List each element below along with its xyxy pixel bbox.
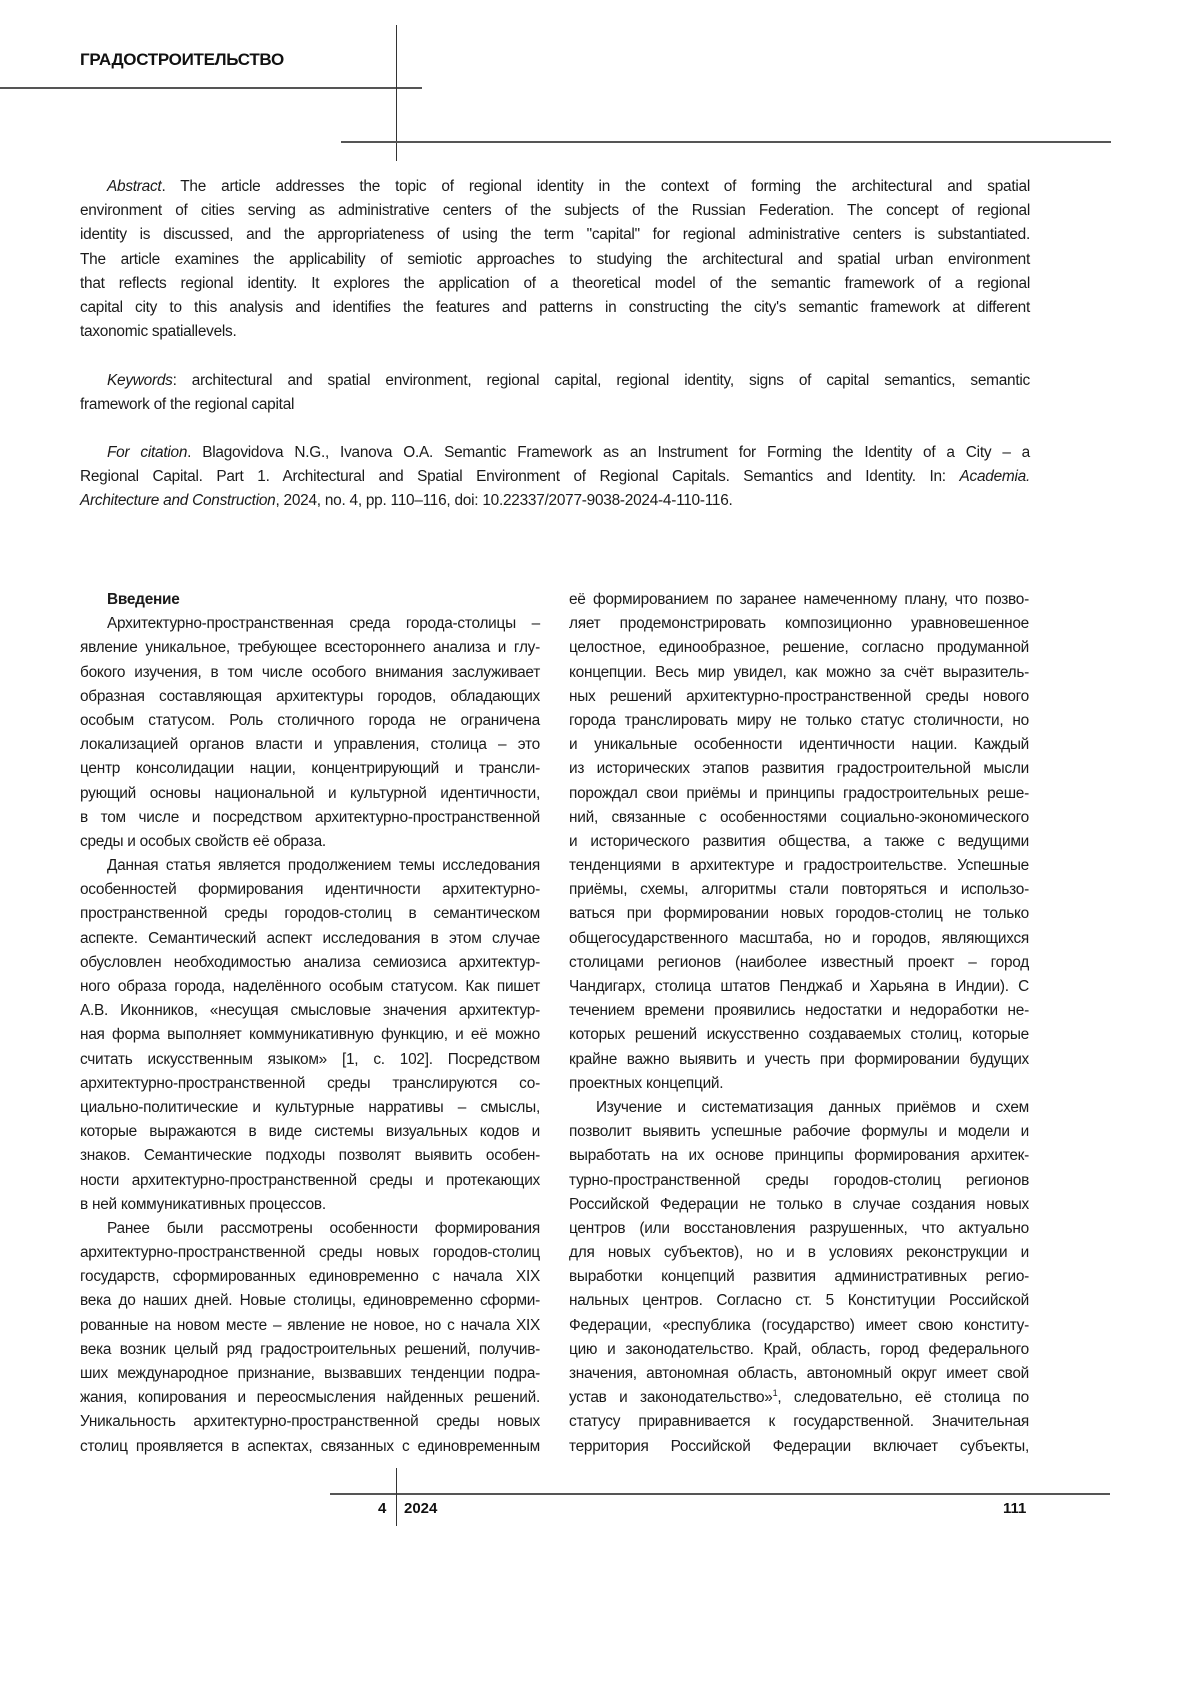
text-line: taxonomic spatiallevels. — [80, 320, 1030, 344]
text-line: общегосударственного масштаба, но и городов, являющихся — [569, 927, 1029, 951]
text-segment: Abstract — [107, 178, 161, 195]
left-column — [80, 588, 540, 1459]
text-line: столицами регионов (наиболее известный проект – город — [569, 951, 1029, 975]
text-line: ляет продемонстрировать композиционно уравновешенное — [569, 612, 1029, 636]
text-line: рованные на новом месте – явление не новое, но с начала XIX — [80, 1314, 540, 1338]
text-line: города транслировать миру не только статус столичности, но — [569, 709, 1029, 733]
text-line: её формированием по заранее намеченному плану, что позво- — [569, 588, 1029, 612]
text-line: ного образа города, наделённого особым статусом. Как пишет — [80, 975, 540, 999]
text-line: и уникальные особенности идентичности нации. Каждый — [569, 733, 1029, 757]
text-line: identity is discussed, and the appropriateness of using the term "capital" for regional administrative centers is substantiated. — [80, 223, 1030, 247]
text-segment: Keywords — [107, 372, 173, 389]
text-line: цию и законодательство. Край, область, город федерального — [569, 1338, 1029, 1362]
text-line: ная форма выполняет коммуникативную функцию, и её можно — [80, 1023, 540, 1047]
footnote-ref: 1 — [773, 1388, 778, 1398]
text-line: ных решений архитектурно-пространственной среды нового — [569, 685, 1029, 709]
text-line: особенностей формирования идентичности архитектурно- — [80, 878, 540, 902]
paragraph — [80, 854, 540, 1217]
text-line — [80, 441, 1030, 465]
paragraph-citation — [80, 441, 1030, 514]
text-segment: , следовательно, её столица по — [777, 1389, 1029, 1406]
text-line: Уникальность архитектурно-пространственной среды новых — [80, 1410, 540, 1434]
text-line: Изучение и систематизация данных приёмов и схем — [569, 1096, 1029, 1120]
text-line: ности архитектурно-пространственной среды и протекающих — [80, 1169, 540, 1193]
section-title: ГРАДОСТРОИТЕЛЬСТВО — [80, 50, 284, 70]
text-line: явление уникальное, требующее всестороннего анализа и глу- — [80, 636, 540, 660]
text-line: которых решений искусственно создаваемых столиц, которые — [569, 1023, 1029, 1047]
text-line: Архитектурно-пространственная среда города-столицы – — [80, 612, 540, 636]
text-segment: . The article addresses the topic of regional identity in the context of forming the architectural and spatial — [161, 178, 1030, 195]
text-line: пространственной среды городов-столиц в семантическом — [80, 902, 540, 926]
text-line: и исторического развития общества, а также с ведущими — [569, 830, 1029, 854]
paragraph-abstract — [80, 175, 1030, 344]
abstract-block — [80, 175, 1030, 514]
text-line: считать искусственным языком» [1, с. 102]. Посредством — [80, 1048, 540, 1072]
text-line: нальных центров. Согласно ст. 5 Конституции Российской — [569, 1289, 1029, 1313]
text-line: Федерации, «республика (государство) имеет свою конститу- — [569, 1314, 1029, 1338]
text-line: жания, копирования и переосмысления найденных решений. — [80, 1386, 540, 1410]
text-line: приёмы, схемы, алгоритмы стали повторяться и использо- — [569, 878, 1029, 902]
text-line: концепции. Весь мир увидел, как можно за счёт выразитель- — [569, 661, 1029, 685]
text-line: framework of the regional capital — [80, 393, 1030, 417]
text-line: архитектурно-пространственной среды новых городов-столиц — [80, 1241, 540, 1265]
text-line: рующий основы национальной и культурной идентичности, — [80, 782, 540, 806]
text-line: ний, связанные с особенностями социально-экономического — [569, 806, 1029, 830]
text-line: среды и особых свойств её образа. — [80, 830, 540, 854]
text-line — [80, 369, 1030, 393]
paragraph — [80, 1217, 540, 1459]
issue-number: 4 — [378, 1500, 386, 1517]
text-line — [80, 465, 1030, 489]
footer-divider — [396, 1468, 397, 1526]
text-line: центр консолидации нации, концентрирующий и трансли- — [80, 757, 540, 781]
text-line: в том числе и посредством архитектурно-пространственной — [80, 806, 540, 830]
text-line: в ней коммуникативных процессов. — [80, 1193, 540, 1217]
text-line: государств, сформированных единовременно с начала XIX — [80, 1265, 540, 1289]
text-segment: . Blagovidova N.G., Ivanova O.A. Semantic Framework as an Instrument for Forming the Identity of a City – a — [187, 444, 1030, 461]
text-line — [569, 1386, 1029, 1410]
text-line: тенденциями в архитектуре и градостроительстве. Успешные — [569, 854, 1029, 878]
text-line: статусу приравнивается к государственной. Значительная — [569, 1410, 1029, 1434]
text-line: циально-политические и культурные нарративы – смыслы, — [80, 1096, 540, 1120]
text-line: из исторических этапов развития градостроительной мысли — [569, 757, 1029, 781]
text-line: века до наших дней. Новые столицы, единовременно сформи- — [80, 1289, 540, 1313]
text-segment: устав и законодательство» — [569, 1389, 773, 1406]
text-segment: Architecture and Construction — [80, 492, 276, 509]
text-line: локализацией органов власти и управления, столица – это — [80, 733, 540, 757]
text-line: Российской Федерации не только в случае создания новых — [569, 1193, 1029, 1217]
text-line: ваться при формировании новых городов-столиц не только — [569, 902, 1029, 926]
text-line: территория Российской Федерации включает субъекты, — [569, 1435, 1029, 1459]
text-line: environment of cities serving as administrative centers of the subjects of the Russian Federation. The concept of regional — [80, 199, 1030, 223]
text-line: порождал свои приёмы и принципы градостроительных реше- — [569, 782, 1029, 806]
text-line: проектных концепций. — [569, 1072, 1029, 1096]
right-column — [569, 588, 1029, 1459]
text-line: знаков. Семантические подходы позволят выявить особен- — [80, 1144, 540, 1168]
text-segment: For citation — [107, 444, 187, 461]
text-line: обусловлен необходимостью анализа семиозиса архитектур- — [80, 951, 540, 975]
text-line: течением времени проявились недостатки и недоработки не- — [569, 999, 1029, 1023]
text-line: крайне важно выявить и учесть при формировании будущих — [569, 1048, 1029, 1072]
text-line: Данная статья является продолжением темы исследования — [80, 854, 540, 878]
text-line: особым статусом. Роль столичного города не ограничена — [80, 709, 540, 733]
text-line: А.В. Иконников, «несущая смысловые значения архитектур- — [80, 999, 540, 1023]
page-number: 111 — [1003, 1500, 1026, 1517]
text-line — [80, 175, 1030, 199]
text-line: выработки концепций развития административных регио- — [569, 1265, 1029, 1289]
text-line: бокого изучения, в том числе особого внимания заслуживает — [80, 661, 540, 685]
text-line: выработать на их основе принципы формирования архитек- — [569, 1144, 1029, 1168]
text-line: которые выражаются в виде системы визуальных кодов и — [80, 1120, 540, 1144]
text-line: целостное, единообразное, решение, согласно продуманной — [569, 636, 1029, 660]
text-line: аспекте. Семантический аспект исследования в этом случае — [80, 927, 540, 951]
paragraph-keywords — [80, 369, 1030, 417]
text-line: that reflects regional identity. It explores the application of a theoretical model of the semantic framework of a regional — [80, 272, 1030, 296]
paragraph — [80, 612, 540, 854]
text-line: центров (или восстановления разрушенных, что актуально — [569, 1217, 1029, 1241]
text-line: ших международное признание, вызвавших тенденции подра- — [80, 1362, 540, 1386]
text-line: capital city to this analysis and identifies the features and patterns in constructing the city's semantic framework at different — [80, 296, 1030, 320]
text-line: образная составляющая архитектуры городов, обладающих — [80, 685, 540, 709]
header-rule — [0, 87, 422, 89]
text-line: для новых субъектов), но и в условиях реконструкции и — [569, 1241, 1029, 1265]
text-line — [80, 489, 1030, 513]
text-line: The article examines the applicability of semiotic approaches to studying the architectural and spatial urban environment — [80, 248, 1030, 272]
text-line: архитектурно-пространственной среды транслируются со- — [80, 1072, 540, 1096]
text-segment: Regional Capital. Part 1. Architectural and Spatial Environment of Regional Capitals. Semantics and Identity. In: — [80, 468, 960, 485]
text-line: Ранее были рассмотрены особенности формирования — [80, 1217, 540, 1241]
text-segment: : architectural and spatial environment, regional capital, regional identity, signs of capital semantics, semantic — [173, 372, 1030, 389]
text-line: значения, автономная область, автономный округ имеет свой — [569, 1362, 1029, 1386]
text-segment: , 2024, no. 4, pp. 110–116, doi: 10.22337/2077-9038-2024-4-110-116. — [276, 492, 733, 509]
intro-heading: Введение — [80, 588, 540, 612]
paragraph — [569, 588, 1029, 1096]
header-rule-lower — [341, 141, 1111, 143]
footer-rule — [330, 1493, 1110, 1495]
text-line: турно-пространственной среды городов-столиц регионов — [569, 1169, 1029, 1193]
text-line: позволит выявить успешные рабочие формулы и модели и — [569, 1120, 1029, 1144]
paragraph — [569, 1096, 1029, 1459]
text-line: Чандигарх, столица штатов Пенджаб и Харьяна в Индии). С — [569, 975, 1029, 999]
text-line: столиц проявляется в аспектах, связанных с единовременным — [80, 1435, 540, 1459]
text-segment: Academia. — [960, 468, 1030, 485]
issue-year: 2024 — [404, 1500, 437, 1517]
text-line: века возник целый ряд градостроительных решений, получив- — [80, 1338, 540, 1362]
